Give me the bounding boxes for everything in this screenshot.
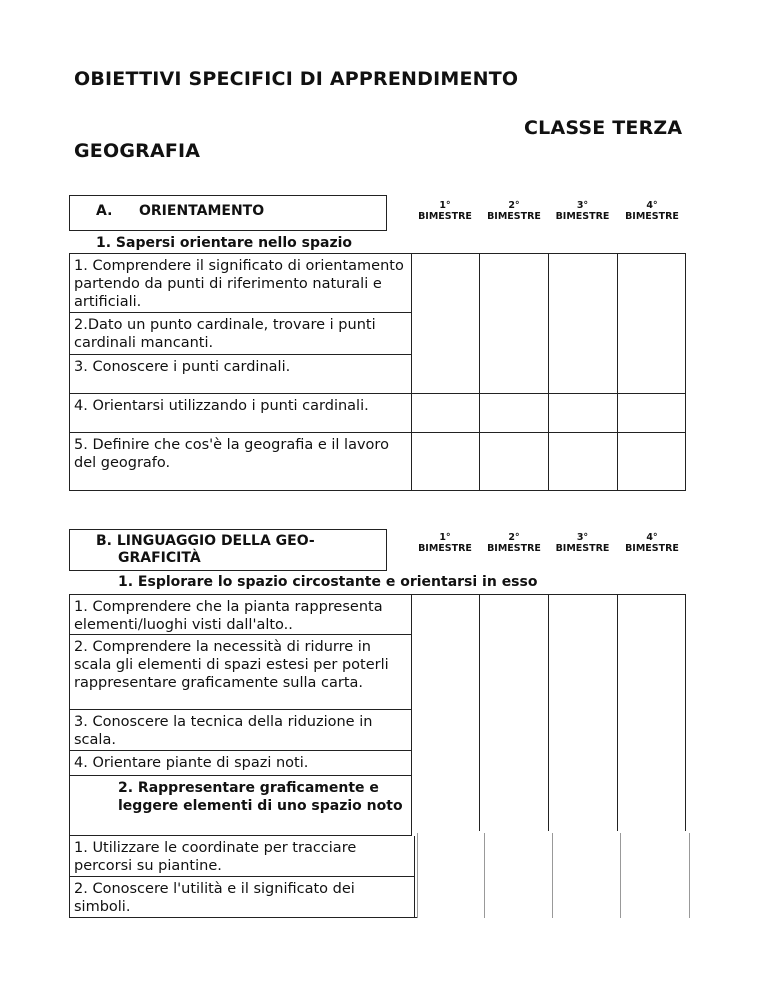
subject-title: GEOGRAFIA <box>74 140 201 162</box>
bimestre-4-header: 4° BIMESTRE <box>625 532 679 554</box>
bimestre-4-header: 4° BIMESTRE <box>625 200 679 222</box>
table-row: 1. Utilizzare le coordinate per tracciare percorsi su piantine. <box>74 840 357 874</box>
document-title: OBIETTIVI SPECIFICI DI APPRENDIMENTO <box>74 68 519 90</box>
bimestre-3-header: 3° BIMESTRE <box>555 532 610 554</box>
bimestre-3-header: 3° BIMESTRE <box>555 200 610 222</box>
table-row: 1. Comprendere il significato di orientamento partendo da punti di riferimento naturali e artificiali. <box>74 258 404 310</box>
class-label: CLASSE TERZA <box>524 117 683 139</box>
table-row: 1. Comprendere che la pianta rappresenta elementi/luoghi visti dall'alto.. <box>74 599 383 633</box>
table-row: 2. Conoscere l'utilità e il significato dei simboli. <box>74 881 355 915</box>
section-title: ORIENTAMENTO <box>139 203 265 219</box>
table-row: 4. Orientarsi utilizzando i punti cardinali. <box>74 398 369 414</box>
table-row: 3. Conoscere la tecnica della riduzione in scala. <box>74 714 373 748</box>
table-row: 2.Dato un punto cardinale, trovare i punti cardinali mancanti. <box>74 317 376 351</box>
table-row: 2. Comprendere la necessità di ridurre in scala gli elementi di spazi estesi per poterli rappresentare graficamente sulla carta. <box>74 639 389 691</box>
table-row: 4. Orientare piante di spazi noti. <box>74 755 309 771</box>
goal-heading: 1. Sapersi orientare nello spazio <box>96 235 353 251</box>
bimestre-1-header: 1° BIMESTRE <box>418 200 472 222</box>
section-letter: A. <box>96 203 113 219</box>
bimestre-2-header: 2° BIMESTRE <box>487 532 541 554</box>
bimestre-1-header: 1° BIMESTRE <box>418 532 472 554</box>
section-title: B. LINGUAGGIO DELLA GEO- GRAFICITÀ <box>96 533 315 566</box>
bimestre-2-header: 2° BIMESTRE <box>487 200 541 222</box>
table-row: 5. Definire che cos'è la geografia e il lavoro del geografo. <box>74 437 389 471</box>
table-row: 3. Conoscere i punti cardinali. <box>74 359 291 375</box>
goal-heading: 1. Esplorare lo spazio circostante e orientarsi in esso <box>118 574 538 590</box>
goal-heading-2: 2. Rappresentare graficamente e leggere elementi di uno spazio noto <box>118 780 403 814</box>
